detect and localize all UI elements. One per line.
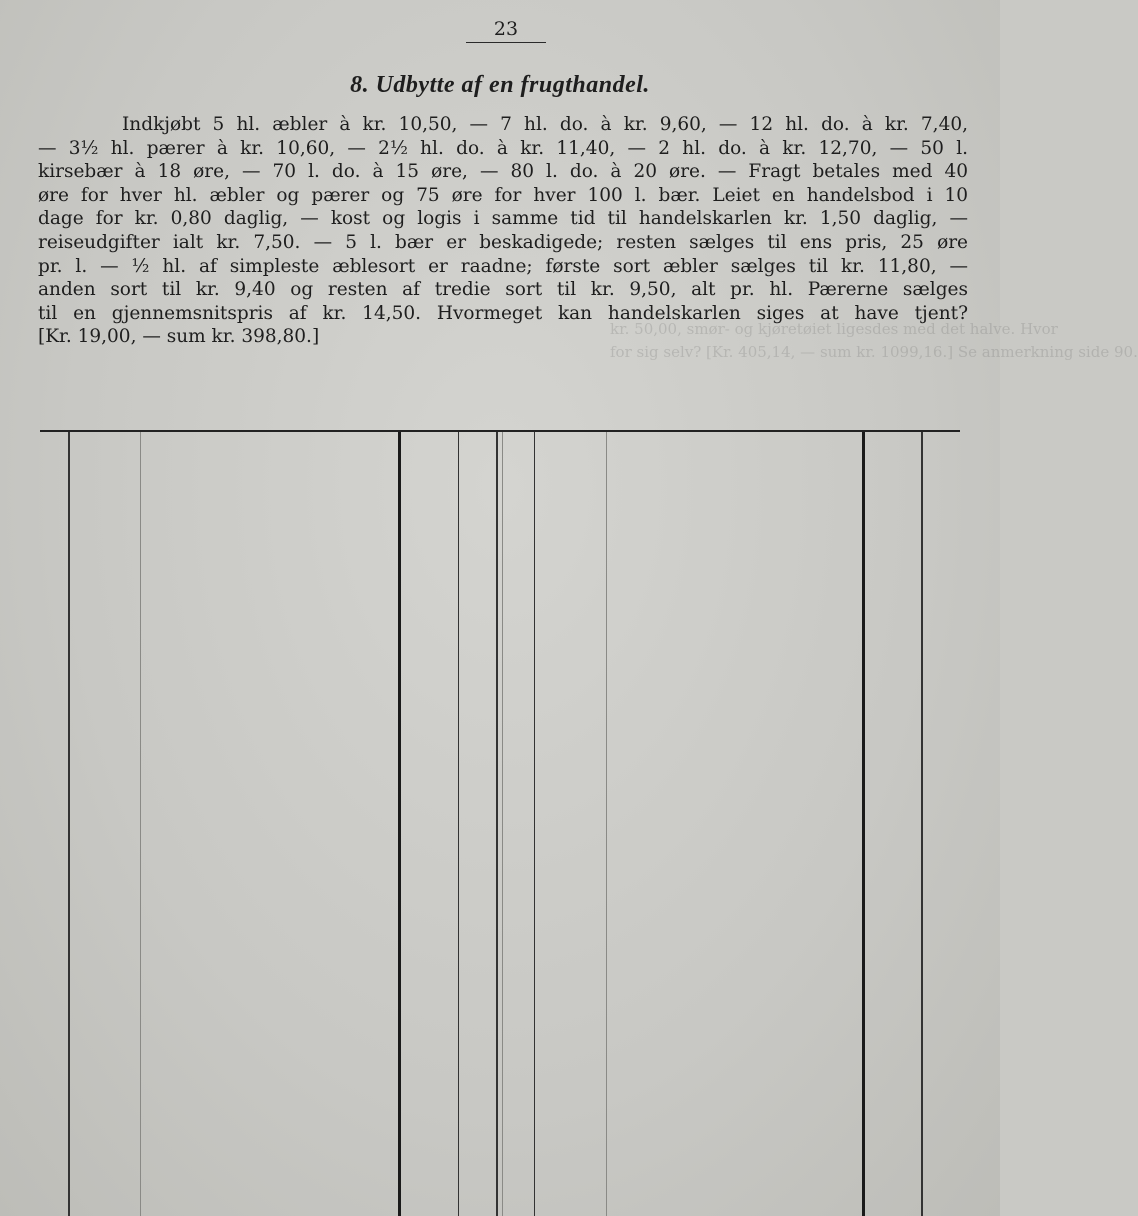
problem-line: til en gjennemsnitspris af kr. 14,50. Hvormeget kan handelskarlen siges at have tjent? (38, 302, 968, 324)
ledger-column-rule (68, 432, 70, 1216)
ledger-column-rule (862, 432, 865, 1216)
problem-line: kirsebær à 18 øre, — 70 l. do. à 15 øre, — 80 l. do. à 20 øre. — Fragt betales med 40 (38, 161, 968, 183)
ledger-column-rule (496, 432, 498, 1216)
problem-answer: [Kr. 19,00, — sum kr. 398,80.] (38, 326, 320, 348)
ledger-column-rule (140, 432, 141, 1216)
ledger-column-rule (921, 432, 923, 1216)
problem-line: pr. l. — ½ hl. af simpleste æblesort er raadne; første sort æbler sælges til kr. 11,80, — (38, 255, 968, 277)
show-through-text: for sig selv? [Kr. 405,14, — sum kr. 1099,16.] Se anmerkning side 90. (610, 343, 1138, 361)
ledger-column-rule (502, 432, 503, 1216)
problem-line: Indkjøbt 5 hl. æbler à kr. 10,50, — 7 hl. do. à kr. 9,60, — 12 hl. do. à kr. 7,40, (122, 114, 968, 135)
problem-line: reiseudgifter ialt kr. 7,50. — 5 l. bær er beskadigede; resten sælges til ens pris, 25 øre (38, 231, 968, 253)
problem-line: — 3½ hl. pærer à kr. 10,60, — 2½ hl. do. à kr. 11,40, — 2 hl. do. à kr. 12,70, — 50 l. (38, 137, 968, 159)
problem-title: 8. Udbytte af en frugthandel. (350, 72, 650, 98)
page-number: 23 (493, 18, 519, 40)
problem-line: anden sort til kr. 9,40 og resten af tredie sort til kr. 9,50, alt pr. hl. Pærerne sælges (38, 279, 968, 301)
show-through-text: kr. 50,00, smør- og kjøretøiet ligesdes med det halve. Hvor (610, 320, 1058, 338)
problem-line: dage for kr. 0,80 daglig, — kost og logis i samme tid til handelskarlen kr. 1,50 daglig, — (38, 208, 968, 230)
ledger-column-rule (398, 432, 401, 1216)
ledger-column-rule (458, 432, 459, 1216)
ledger-top-rule (40, 430, 960, 432)
ledger-column-rule (534, 432, 535, 1216)
problem-line: øre for hver hl. æbler og pærer og 75 øre for hver 100 l. bær. Leiet en handelsbod i 10 (38, 184, 968, 206)
ledger-column-rule (606, 432, 607, 1216)
